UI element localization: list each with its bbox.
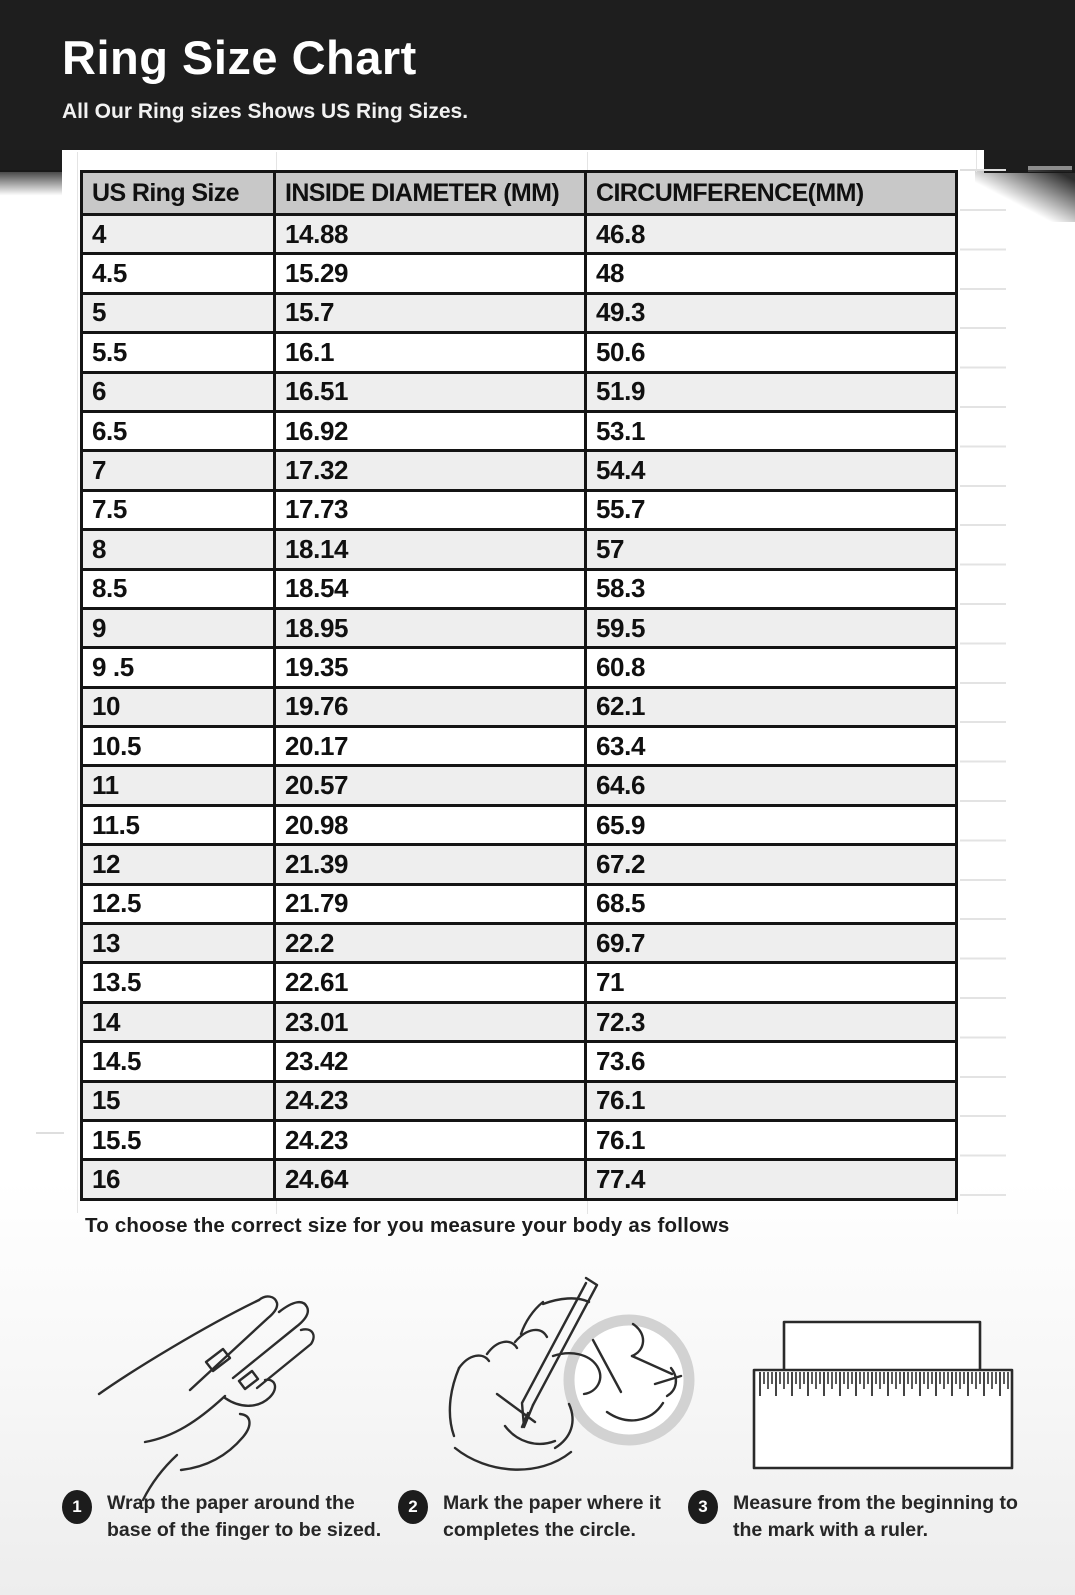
cell-circumference: 71 [584,964,955,1000]
cell-circumference: 51.9 [584,374,955,410]
table-row [83,646,955,685]
table-row [83,1119,955,1158]
measuring-instructions-title: To choose the correct size for you measure your body as follows [85,1214,730,1237]
step-2-badge: 2 [398,1490,428,1524]
ruler-icon [742,1292,1022,1474]
gridline [960,169,1006,171]
table-row [83,371,955,410]
table-row [83,804,955,843]
cell-circumference: 73.6 [584,1043,955,1079]
cell-us-ring-size: 7.5 [92,494,127,525]
gridline [77,152,78,1213]
cell-us-ring-size: 7 [92,455,107,486]
cell-inside-diameter: 18.95 [273,610,584,646]
step-3 [688,1490,1048,1544]
cell-us-ring-size: 13 [92,927,121,958]
table-row [83,725,955,764]
cell-circumference: 77.4 [584,1161,955,1197]
cell-circumference: 50.6 [584,334,955,370]
gridline [276,152,277,170]
cell-circumference: 53.1 [584,413,955,449]
table-row [83,331,955,370]
cell-inside-diameter: 24.23 [273,1122,584,1158]
page-subtitle: All Our Ring sizes Shows US Ring Sizes. [62,100,469,123]
cell-circumference: 69.7 [584,925,955,961]
step-1-badge: 1 [62,1490,92,1524]
gridline-rail [960,209,1006,1197]
column-header-us-ring-size: US Ring Size [92,178,239,207]
cell-inside-diameter: 20.17 [273,728,584,764]
table-row [83,607,955,646]
table-row [83,1080,955,1119]
step-3-text: Measure from the beginning to the mark with a ruler. [733,1492,1018,1541]
cell-us-ring-size: 15.5 [92,1124,142,1155]
cell-inside-diameter: 24.23 [273,1083,584,1119]
cell-circumference: 58.3 [584,571,955,607]
cell-us-ring-size: 10 [92,691,121,722]
table-row [83,410,955,449]
table-row [83,843,955,882]
cell-us-ring-size: 6 [92,376,107,407]
cell-inside-diameter: 20.98 [273,807,584,843]
cell-circumference: 54.4 [584,452,955,488]
table-row [83,922,955,961]
table-row [83,449,955,488]
banner-ribbon-left-shadow [0,170,62,204]
cell-us-ring-size: 5 [92,297,107,328]
gridline [587,152,588,170]
cell-inside-diameter: 21.79 [273,886,584,922]
cell-inside-diameter: 22.2 [273,925,584,961]
step-1-text: Wrap the paper around the base of the finger to be sized. [107,1492,382,1541]
table-row [83,1001,955,1040]
cell-inside-diameter: 16.51 [273,374,584,410]
cell-inside-diameter: 14.88 [273,216,584,252]
cell-inside-diameter: 19.35 [273,649,584,685]
cell-circumference: 64.6 [584,767,955,803]
cell-us-ring-size: 13.5 [92,967,142,998]
table-row [83,764,955,803]
cell-circumference: 65.9 [584,807,955,843]
size-table-rows [83,213,955,1198]
cell-inside-diameter: 24.64 [273,1161,584,1197]
cell-circumference: 63.4 [584,728,955,764]
cell-inside-diameter: 18.14 [273,531,584,567]
hand-marking-paper-icon [393,1258,713,1504]
table-row [83,686,955,725]
cell-inside-diameter: 21.39 [273,846,584,882]
cell-circumference: 55.7 [584,492,955,528]
cell-us-ring-size: 16 [92,1164,121,1195]
cell-us-ring-size: 10.5 [92,730,142,761]
banner [0,0,1075,150]
table-row [83,883,955,922]
gridline [36,1132,64,1134]
cell-us-ring-size: 11.5 [92,809,140,840]
column-header-inside-diameter: INSIDE DIAMETER (MM) [273,173,584,213]
cell-inside-diameter: 18.54 [273,571,584,607]
cell-us-ring-size: 12 [92,848,121,879]
cell-circumference: 60.8 [584,649,955,685]
step-3-badge: 3 [688,1490,718,1524]
cell-inside-diameter: 17.73 [273,492,584,528]
cell-circumference: 76.1 [584,1122,955,1158]
cell-inside-diameter: 19.76 [273,689,584,725]
cell-inside-diameter: 16.92 [273,413,584,449]
cell-us-ring-size: 8.5 [92,573,127,604]
cell-us-ring-size: 4.5 [92,258,127,289]
cell-us-ring-size: 11 [92,770,119,801]
step-2 [398,1490,698,1544]
cell-us-ring-size: 9 [92,612,107,643]
cell-inside-diameter: 20.57 [273,767,584,803]
table-row [83,252,955,291]
cell-us-ring-size: 6.5 [92,415,127,446]
cell-inside-diameter: 15.7 [273,295,584,331]
page-title: Ring Size Chart [62,31,417,84]
cell-circumference: 62.1 [584,689,955,725]
cell-circumference: 67.2 [584,846,955,882]
table-header-row [83,173,955,213]
cell-circumference: 59.5 [584,610,955,646]
cell-us-ring-size: 14 [92,1006,121,1037]
cell-inside-diameter: 15.29 [273,255,584,291]
cell-circumference: 49.3 [584,295,955,331]
table-row [83,961,955,1000]
table-row [83,213,955,252]
cell-inside-diameter: 23.42 [273,1043,584,1079]
table-row [83,568,955,607]
cell-circumference: 57 [584,531,955,567]
table-row [83,1040,955,1079]
cell-inside-diameter: 23.01 [273,1004,584,1040]
table-row [83,292,955,331]
cell-inside-diameter: 22.61 [273,964,584,1000]
table-row [83,528,955,567]
step-1 [62,1490,402,1544]
column-header-circumference: CIRCUMFERENCE(MM) [584,173,955,213]
table-row [83,1158,955,1197]
cell-circumference: 68.5 [584,886,955,922]
banner-ribbon-left [0,150,62,172]
cell-inside-diameter: 17.32 [273,452,584,488]
cell-circumference: 46.8 [584,216,955,252]
step-2-text: Mark the paper where it completes the circle. [443,1492,661,1541]
hand-with-paper-strip-icon [85,1272,395,1504]
cell-inside-diameter: 16.1 [273,334,584,370]
cell-us-ring-size: 12.5 [92,888,142,919]
cell-us-ring-size: 9 .5 [92,651,134,682]
ring-size-table [80,170,958,1201]
cell-us-ring-size: 4 [92,218,107,249]
cell-us-ring-size: 8 [92,533,107,564]
cell-us-ring-size: 15 [92,1085,121,1116]
cell-circumference: 48 [584,255,955,291]
cell-circumference: 72.3 [584,1004,955,1040]
cell-circumference: 76.1 [584,1083,955,1119]
table-row [83,489,955,528]
cell-us-ring-size: 14.5 [92,1045,142,1076]
cell-us-ring-size: 5.5 [92,336,127,367]
